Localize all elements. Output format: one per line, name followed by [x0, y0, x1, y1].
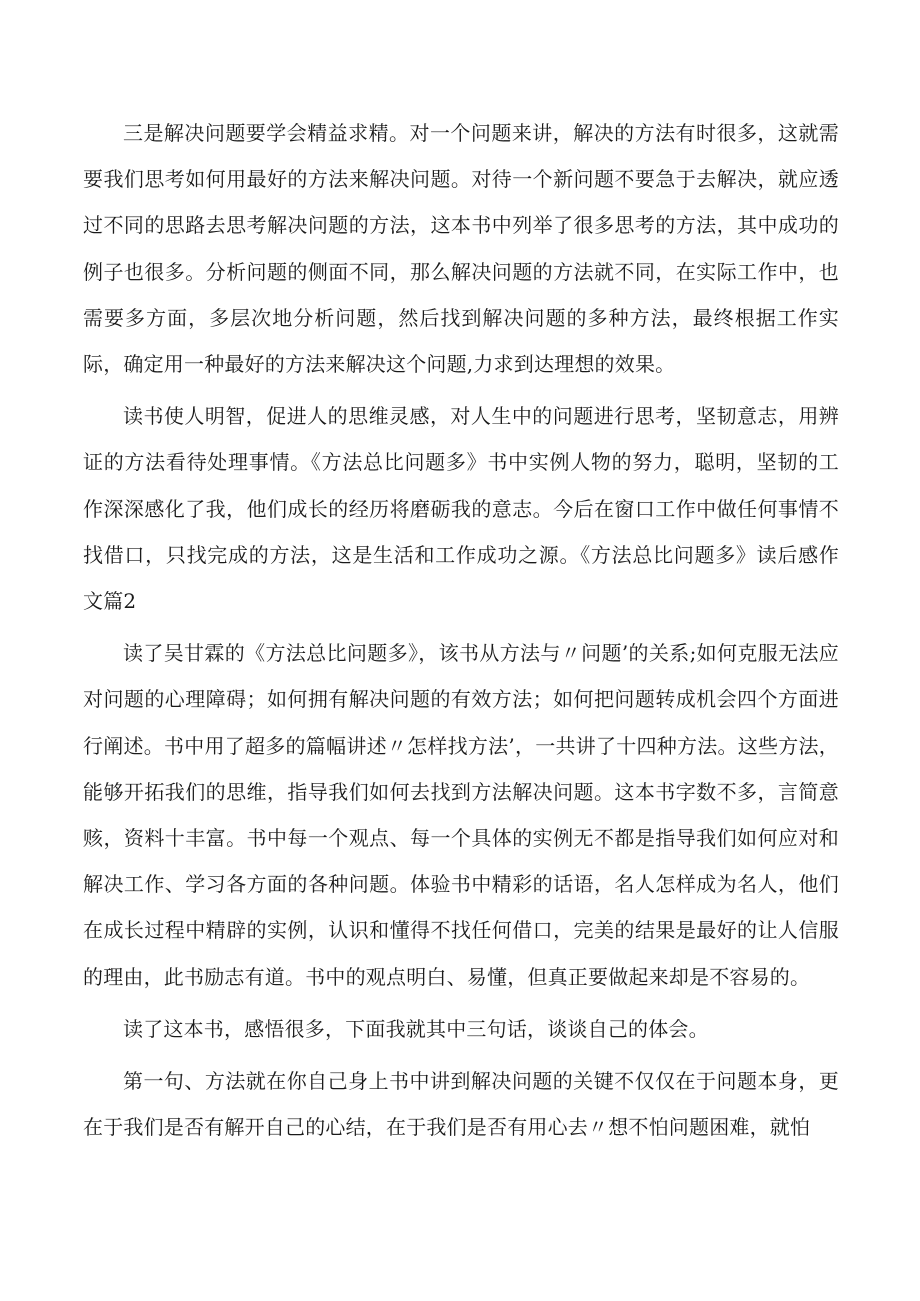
paragraph-4: 读了这本书，感悟很多，下面我就其中三句话，谈谈自己的体会。 [123, 1016, 709, 1041]
paragraph-2: 读书使人明智，促进人的思维灵感，对人生中的问题进行思考，坚韧意志，用辨证的方法看待处理事情。《方法总比问题多》书中实例人物的努力，聪明，坚韧的工作深深感化了我，他们成长的经历将磨砺我的意志。今后在窗口工作中做任何事情不找借口，只找完成的方法，这是生活和工作成功之源。《方法总比问题多》读后感作文篇2 [83, 404, 839, 614]
paragraph-1: 三是解决问题要学会精益求精。对一个问题来讲，解决的方法有时很多，这就需要我们思考如何用最好的方法来解决问题。对待一个新问题不要急于去解决，就应透过不同的思路去思考解决问题的方法，这本书中列举了很多思考的方法，其中成功的例子也很多。分析问题的侧面不同，那么解决问题的方法就不同，在实际工作中，也需要多方面，多层次地分析问题，然后找到解决问题的多种方法，最终根据工作实际，确定用一种最好的方法来解决这个问题,力求到达理想的效果。 [83, 121, 839, 377]
body-text [83, 110, 839, 1156]
paragraph-3: 读了吴甘霖的《方法总比问题多》，该书从方法与〃问题’的关系;如何克服无法应对问题的心理障碍；如何拥有解决问题的有效方法；如何把问题转成机会四个方面进行阐述。书中用了超多的篇幅讲述〃怎样找方法’，一共讲了十四种方法。这些方法，能够开拓我们的思维，指导我们如何去找到方法解决问题。这本书字数不多，言简意赅，资料十丰富。书中每一个观点、每一个具体的实例无不都是指导我们如何应对和解决工作、学习各方面的各种问题。体验书中精彩的话语，名人怎样成为名人，他们在成长过程中精辟的实例，认识和懂得不找任何借口，完美的结果是最好的让人信服的理由，此书励志有道。书中的观点明白、易懂，但真正要做起来却是不容易的。 [83, 641, 839, 989]
paragraph-5: 第一句、方法就在你自己身上书中讲到解决问题的关键不仅仅在于问题本身，更在于我们是否有解开自己的心结，在于我们是否有用心去〃想不怕问题困难，就怕 [83, 1069, 839, 1140]
